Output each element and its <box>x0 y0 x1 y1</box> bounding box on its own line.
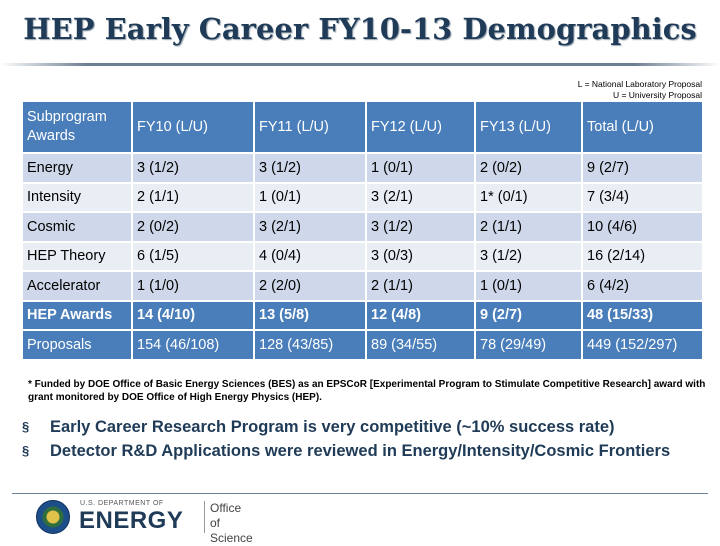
table-row <box>22 271 703 301</box>
row-label: HEP Awards <box>22 301 132 331</box>
row-label: Proposals <box>22 330 132 360</box>
table-cell: 6 (1/5) <box>132 242 254 272</box>
legend <box>578 79 702 101</box>
table-cell: 3 (1/2) <box>254 153 366 183</box>
bullet-marker: § <box>22 443 30 458</box>
proposals-row <box>22 330 703 360</box>
table-row <box>22 242 703 272</box>
logo-office-text <box>210 501 253 546</box>
footnote: * Funded by DOE Office of Basic Energy Sciences (BES) as an EPSCoR [Experimental Program to Stimulate Competitive Research] award with grant monitored by DOE Office of High Energy Physics (HEP). <box>28 379 706 403</box>
table-cell: 3 (1/2) <box>366 212 475 242</box>
table-cell: 3 (1/2) <box>132 153 254 183</box>
row-label: Cosmic <box>22 212 132 242</box>
demographics-table <box>21 100 704 361</box>
bullet-text: Detector R&D Applications were reviewed in Energy/Intensity/Cosmic Frontiers <box>50 442 671 460</box>
table-cell: 9 (2/7) <box>582 153 703 183</box>
doe-office-of-science-logo <box>36 498 253 545</box>
table-cell: 48 (15/33) <box>582 301 703 331</box>
table-row <box>22 212 703 242</box>
bullet-marker: § <box>22 419 30 434</box>
table-cell: 128 (43/85) <box>254 330 366 360</box>
legend-lab: L = National Laboratory Proposal <box>577 79 702 89</box>
logo-office-line1: Office of <box>210 501 242 530</box>
legend-univ: U = University Proposal <box>612 90 702 100</box>
bullet-list <box>22 415 712 463</box>
row-label: Accelerator <box>22 271 132 301</box>
table-cell: 3 (1/2) <box>475 242 582 272</box>
table-cell: 2 (2/0) <box>254 271 366 301</box>
logo-office-line2: Science <box>210 531 253 545</box>
doe-seal-icon <box>36 500 70 534</box>
table-row <box>22 153 703 183</box>
table-cell: 2 (0/2) <box>132 212 254 242</box>
title-underline <box>0 63 720 66</box>
header-fy13: FY13 (L/U) <box>475 101 582 153</box>
header-fy11: FY11 (L/U) <box>254 101 366 153</box>
table-cell: 1* (0/1) <box>475 183 582 213</box>
table-cell: 1 (0/1) <box>475 271 582 301</box>
table-cell: 4 (0/4) <box>254 242 366 272</box>
table-cell: 12 (4/8) <box>366 301 475 331</box>
table-cell: 16 (2/14) <box>582 242 703 272</box>
table-cell: 6 (4/2) <box>582 271 703 301</box>
row-label: Energy <box>22 153 132 183</box>
logo-dept-text: U.S. DEPARTMENT OF <box>80 500 164 507</box>
table-cell: 7 (3/4) <box>582 183 703 213</box>
table-cell: 2 (1/1) <box>132 183 254 213</box>
header-subprogram: Subprogram Awards <box>22 101 132 153</box>
table-cell: 89 (34/55) <box>366 330 475 360</box>
table-cell: 1 (0/1) <box>366 153 475 183</box>
table-cell: 78 (29/49) <box>475 330 582 360</box>
header-fy10: FY10 (L/U) <box>132 101 254 153</box>
table-cell: 13 (5/8) <box>254 301 366 331</box>
table-cell: 2 (1/1) <box>475 212 582 242</box>
table-cell: 3 (0/3) <box>366 242 475 272</box>
bullet-item <box>22 415 712 439</box>
hep-awards-row <box>22 301 703 331</box>
footer-divider <box>12 493 708 494</box>
bullet-text: Early Career Research Program is very competitive (~10% success rate) <box>50 418 615 436</box>
table-cell: 2 (0/2) <box>475 153 582 183</box>
table-cell: 154 (46/108) <box>132 330 254 360</box>
table-cell: 1 (0/1) <box>254 183 366 213</box>
table-cell: 14 (4/10) <box>132 301 254 331</box>
table-cell: 9 (2/7) <box>475 301 582 331</box>
table-cell: 3 (2/1) <box>366 183 475 213</box>
table-cell: 10 (4/6) <box>582 212 703 242</box>
table-header-row <box>22 101 703 153</box>
row-label: HEP Theory <box>22 242 132 272</box>
table-cell: 2 (1/1) <box>366 271 475 301</box>
table-row <box>22 183 703 213</box>
bullet-item <box>22 439 712 463</box>
header-total: Total (L/U) <box>582 101 703 153</box>
row-label: Intensity <box>22 183 132 213</box>
page-title: HEP Early Career FY10-13 Demographics <box>23 12 697 46</box>
logo-divider <box>204 501 205 533</box>
logo-energy-text: ENERGY <box>79 507 184 534</box>
table-cell: 3 (2/1) <box>254 212 366 242</box>
table-cell: 1 (1/0) <box>132 271 254 301</box>
header-fy12: FY12 (L/U) <box>366 101 475 153</box>
table-cell: 449 (152/297) <box>582 330 703 360</box>
